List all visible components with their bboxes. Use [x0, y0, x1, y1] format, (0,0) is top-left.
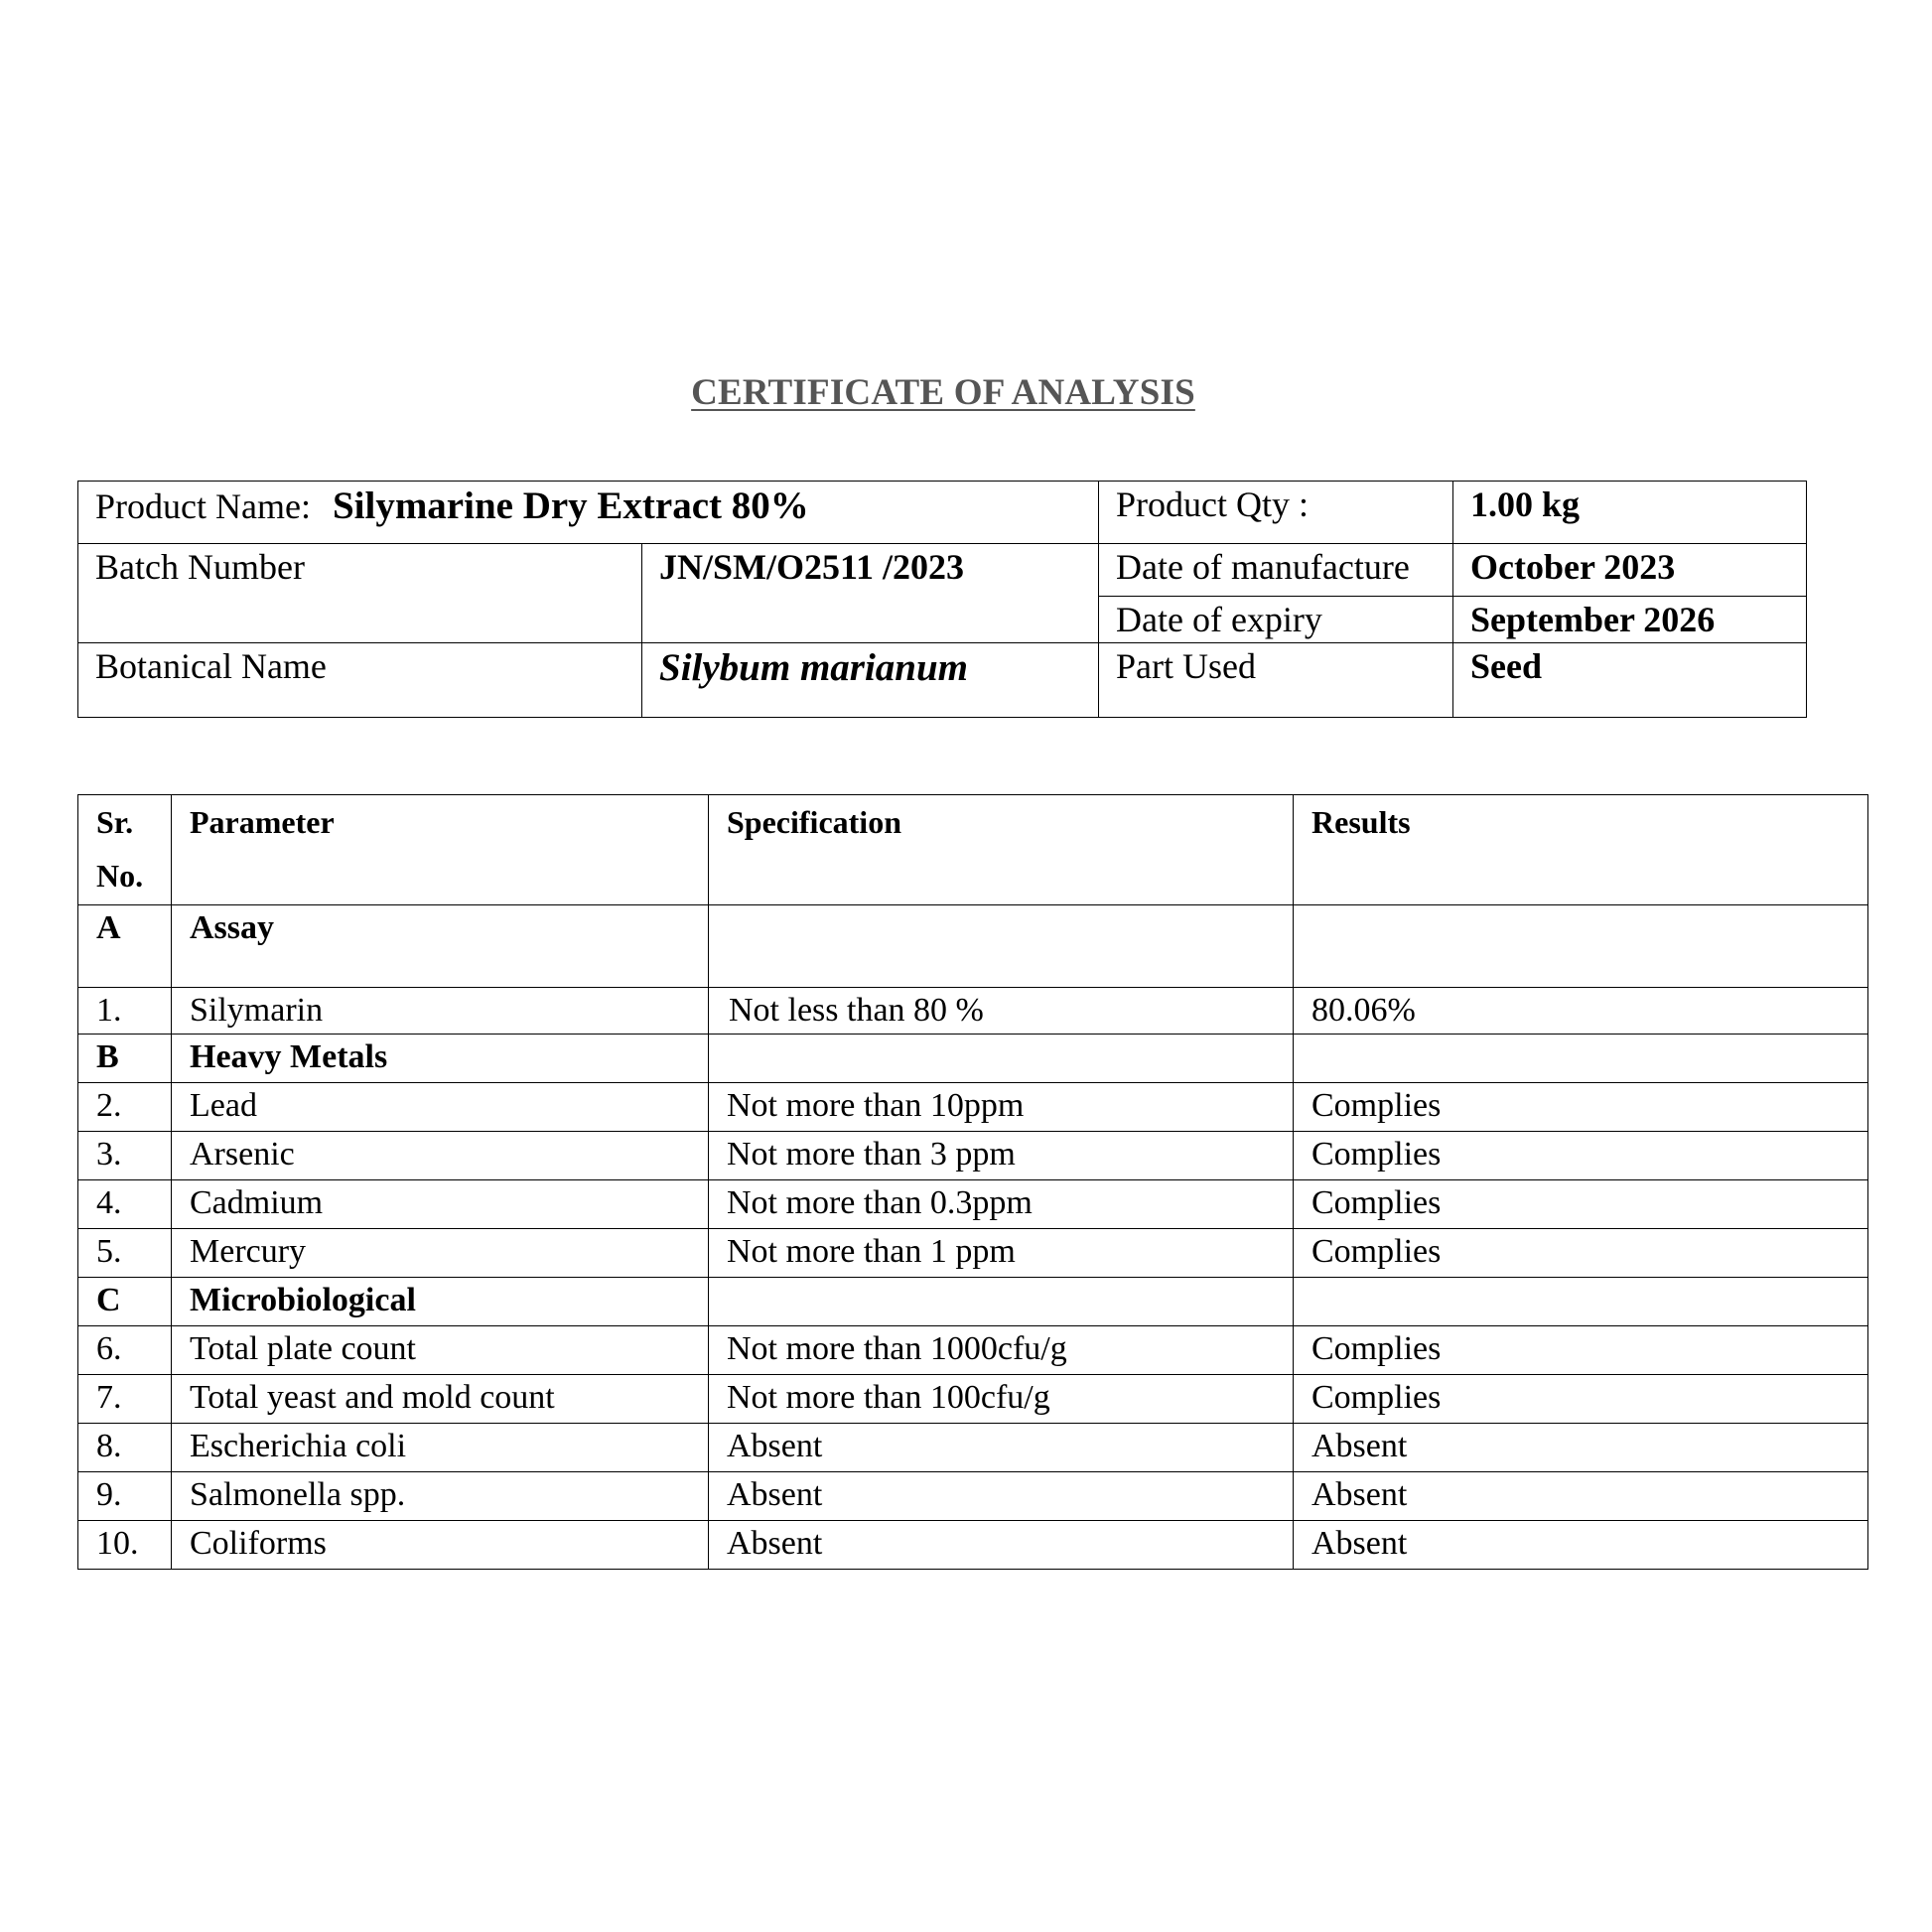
section-spec-empty	[709, 1278, 1294, 1326]
sr-no-cell: 2.	[78, 1083, 172, 1132]
table-row	[78, 1083, 1868, 1132]
part-used-label: Part Used	[1099, 643, 1453, 718]
table-row	[78, 988, 1868, 1035]
parameter-cell: Silymarin	[172, 988, 709, 1035]
section-row	[78, 905, 1868, 988]
specification-cell: Absent	[709, 1472, 1294, 1521]
product-name-label: Product Name:	[95, 486, 311, 526]
parameter-cell: Total yeast and mold count	[172, 1375, 709, 1424]
section-row	[78, 1035, 1868, 1083]
sr-no-header-line2: No.	[96, 858, 144, 894]
specification-header: Specification	[709, 795, 1294, 905]
parameter-cell: Mercury	[172, 1229, 709, 1278]
section-row	[78, 1278, 1868, 1326]
product-qty-label: Product Qty :	[1099, 482, 1453, 544]
table-row	[78, 1472, 1868, 1521]
sr-no-cell: 3.	[78, 1132, 172, 1180]
result-cell: Complies	[1294, 1229, 1868, 1278]
parameter-cell: Salmonella spp.	[172, 1472, 709, 1521]
batch-row	[78, 544, 1807, 597]
botanical-name-label: Botanical Name	[78, 643, 642, 718]
document-title: CERTIFICATE OF ANALYSIS	[691, 372, 1195, 413]
specification-cell: Not more than 1000cfu/g	[709, 1326, 1294, 1375]
section-name: Heavy Metals	[172, 1035, 709, 1083]
table-row	[78, 1521, 1868, 1570]
specification-cell: Not more than 1 ppm	[709, 1229, 1294, 1278]
specification-cell: Not more than 10ppm	[709, 1083, 1294, 1132]
result-cell: Complies	[1294, 1326, 1868, 1375]
sr-no-cell: 4.	[78, 1180, 172, 1229]
analysis-table	[77, 794, 1868, 1570]
botanical-name-value: Silybum marianum	[642, 643, 1099, 718]
date-of-manufacture-label: Date of manufacture	[1099, 544, 1453, 597]
parameter-header: Parameter	[172, 795, 709, 905]
parameter-cell: Lead	[172, 1083, 709, 1132]
parameter-cell: Total plate count	[172, 1326, 709, 1375]
section-name: Assay	[172, 905, 709, 988]
sr-no-cell: 1.	[78, 988, 172, 1035]
results-header: Results	[1294, 795, 1868, 905]
sr-no-cell: 8.	[78, 1424, 172, 1472]
result-cell: Absent	[1294, 1472, 1868, 1521]
product-name-row	[78, 482, 1807, 544]
parameter-cell: Arsenic	[172, 1132, 709, 1180]
section-result-empty	[1294, 905, 1868, 988]
result-cell: 80.06%	[1294, 988, 1868, 1035]
product-name-cell	[78, 482, 1099, 544]
sr-no-cell: 6.	[78, 1326, 172, 1375]
section-id: B	[78, 1035, 172, 1083]
sr-no-header-line1: Sr.	[96, 804, 134, 840]
sr-no-cell: 5.	[78, 1229, 172, 1278]
table-row	[78, 1375, 1868, 1424]
result-cell: Complies	[1294, 1083, 1868, 1132]
result-cell: Absent	[1294, 1424, 1868, 1472]
sr-no-header	[78, 795, 172, 905]
section-name: Microbiological	[172, 1278, 709, 1326]
sr-no-cell: 10.	[78, 1521, 172, 1570]
table-row	[78, 1326, 1868, 1375]
table-header-row	[78, 795, 1868, 905]
specification-cell: Absent	[709, 1521, 1294, 1570]
parameter-cell: Cadmium	[172, 1180, 709, 1229]
specification-cell: Not more than 0.3ppm	[709, 1180, 1294, 1229]
result-cell: Complies	[1294, 1132, 1868, 1180]
batch-number-value: JN/SM/O2511 /2023	[642, 544, 1099, 643]
specification-cell: Not less than 80 %	[709, 988, 1294, 1035]
product-info-table	[77, 481, 1807, 718]
sr-no-cell: 9.	[78, 1472, 172, 1521]
product-name-value: Silymarine Dry Extract 80%	[332, 484, 809, 527]
parameter-cell: Escherichia coli	[172, 1424, 709, 1472]
result-cell: Absent	[1294, 1521, 1868, 1570]
table-row	[78, 1229, 1868, 1278]
analysis-table-body	[78, 795, 1868, 1570]
sr-no-cell: 7.	[78, 1375, 172, 1424]
table-row	[78, 1132, 1868, 1180]
section-result-empty	[1294, 1278, 1868, 1326]
date-of-expiry-label: Date of expiry	[1099, 597, 1453, 643]
product-qty-value: 1.00 kg	[1453, 482, 1807, 544]
specification-cell: Absent	[709, 1424, 1294, 1472]
specification-cell: Not more than 3 ppm	[709, 1132, 1294, 1180]
section-id: C	[78, 1278, 172, 1326]
table-row	[78, 1424, 1868, 1472]
batch-number-label: Batch Number	[78, 544, 642, 643]
date-of-manufacture-value: October 2023	[1453, 544, 1807, 597]
specification-cell: Not more than 100cfu/g	[709, 1375, 1294, 1424]
section-id: A	[78, 905, 172, 988]
table-row	[78, 1180, 1868, 1229]
section-spec-empty	[709, 1035, 1294, 1083]
date-of-expiry-value: September 2026	[1453, 597, 1807, 643]
part-used-value: Seed	[1453, 643, 1807, 718]
botanical-row	[78, 643, 1807, 718]
result-cell: Complies	[1294, 1375, 1868, 1424]
result-cell: Complies	[1294, 1180, 1868, 1229]
parameter-cell: Coliforms	[172, 1521, 709, 1570]
section-spec-empty	[709, 905, 1294, 988]
section-result-empty	[1294, 1035, 1868, 1083]
